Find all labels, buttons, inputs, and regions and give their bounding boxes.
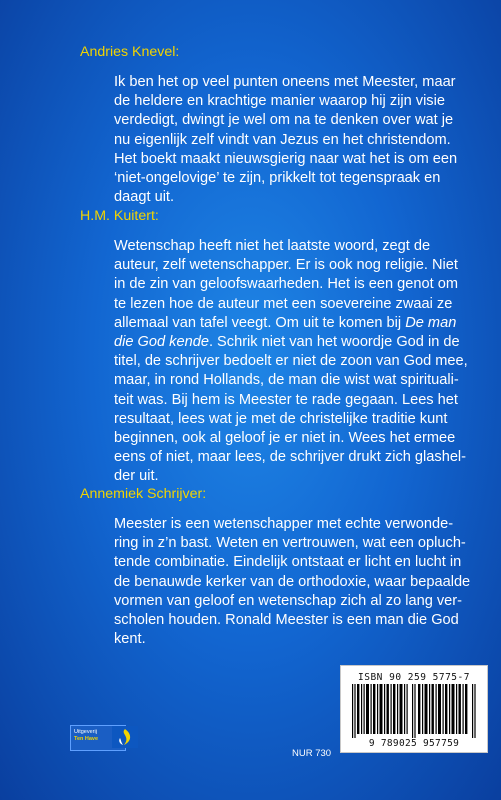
review-line: der uit. xyxy=(114,468,159,485)
review-line: scholen houden. Ronald Meester is een man die God xyxy=(114,611,459,628)
review-line xyxy=(114,314,486,333)
review-line: verdedigt, dwingt je wel om na te denken over wat je xyxy=(114,112,454,129)
publisher-name xyxy=(74,729,98,742)
barcode-bars xyxy=(352,684,476,738)
review-line: titel, de schrijver bedoelt er niet de zoon van God mee, xyxy=(114,353,468,370)
publisher-line1: Uitgeverij xyxy=(74,729,97,735)
reviewer-name: H.M. Kuitert: xyxy=(80,208,159,224)
reviewer-name: Annemiek Schrijver: xyxy=(80,486,207,502)
publisher-line2: Ten Have xyxy=(74,735,99,742)
review-line: nu eigenlijk zelf vindt van Jezus en het christendom. xyxy=(114,131,451,148)
review-body xyxy=(114,73,486,207)
review-line: kent. xyxy=(114,631,146,648)
review-line: resultaat, lees wat je met de christelijke traditie kunt xyxy=(114,410,448,427)
review-line: Wetenschap heeft niet het laatste woord, zegt de xyxy=(114,238,431,254)
review-line: eens of niet, maar lees, de schrijver drukt zich glashel- xyxy=(114,449,467,466)
flame-icon xyxy=(112,726,138,748)
ean-number: 9 789025 957759 xyxy=(368,738,460,749)
review-line: teit was. Bij hem is Meester te rade gegaan. Lees het xyxy=(114,391,458,408)
review-body xyxy=(114,237,486,486)
reviewer-name: Andries Knevel: xyxy=(80,44,180,60)
book-title-italic: De man xyxy=(405,314,457,331)
review-line: maar, in rond Hollands, de man die wist wat spirituali- xyxy=(114,372,459,389)
review-line: de heldere en krachtige manier waarop hij zijn visie xyxy=(114,93,445,110)
review-line: Ik ben het op veel punten oneens met Meester, maar xyxy=(114,74,456,90)
review-line: tende combinatie. Eindelijk ontstaat er licht en lucht in xyxy=(114,554,462,571)
review-line: ‘niet-ongelovige’ te zijn, prikkelt tot tegenspraak en xyxy=(114,169,441,186)
review-line: beginnen, ook al geloof je er niet in. Wees het ermee xyxy=(114,429,456,446)
barcode xyxy=(340,665,488,753)
review-line-text: . Schrik niet van het woordje God in de xyxy=(208,333,460,350)
review-line: in de zin van geloofswaarheden. Het is een genot om xyxy=(114,276,458,293)
review-line: vormen van geloof en wetenschap zich al zo lang ver- xyxy=(114,592,463,609)
review-line: Het boekt maakt nieuwsgierig naar wat het is om een xyxy=(114,150,458,167)
review-line: Meester is een wetenschapper met echte verwonde- xyxy=(114,516,454,532)
review-line xyxy=(114,333,486,352)
review-line: daagt uit. xyxy=(114,189,175,206)
review-line: te lezen hoe de auteur met een soevereine zwaai ze xyxy=(114,295,453,312)
review-body xyxy=(114,515,486,649)
book-title-italic: die God kende xyxy=(114,333,209,350)
nur-code: NUR 730 xyxy=(292,748,332,759)
review-line: de benauwde kerker van de orthodoxie, waar bepaalde xyxy=(114,573,471,590)
review-line: ring in z’n bast. Weten en vertrouwen, wat een opluch- xyxy=(114,535,466,552)
review-line: auteur, zelf wetenschapper. Er is ook nog religie. Niet xyxy=(114,257,458,274)
review-line-text: allemaal van tafel veegt. Om uit te komen bij xyxy=(114,314,406,331)
isbn-label: ISBN 90 259 5775-7 xyxy=(358,672,470,683)
